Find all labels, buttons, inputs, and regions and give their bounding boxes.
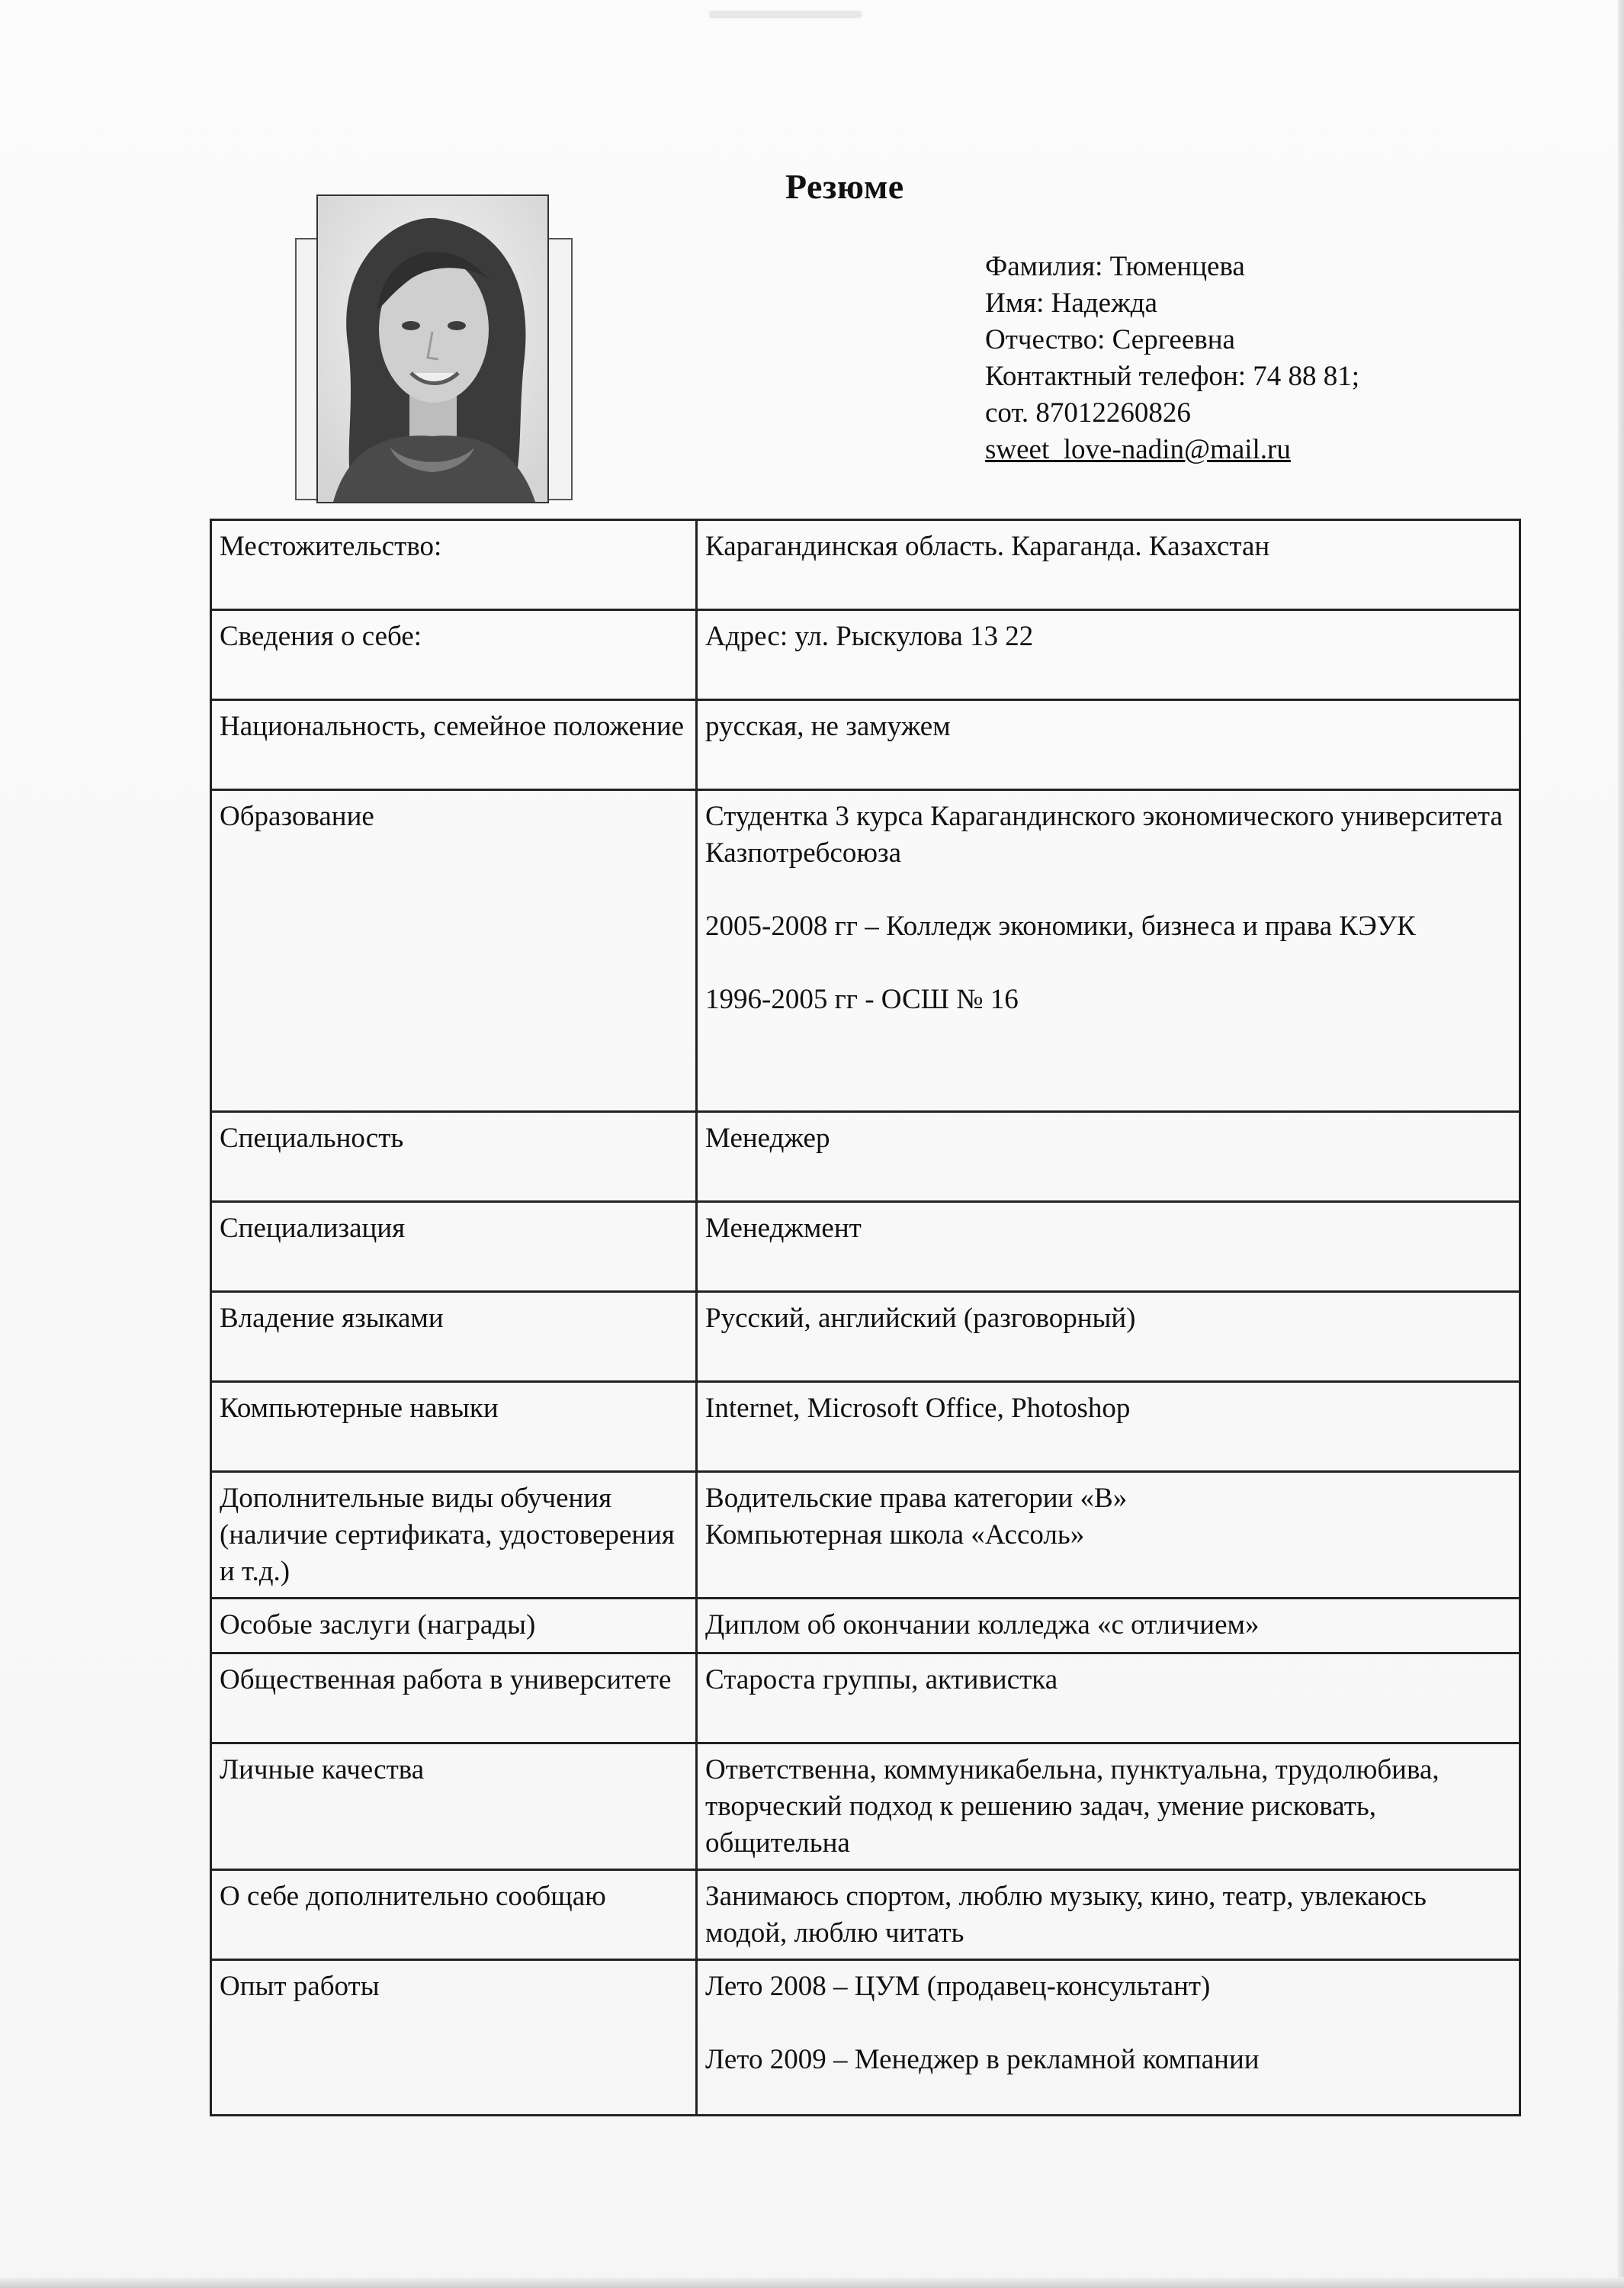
value-line: Диплом об окончании колледжа «с отличием» xyxy=(705,1609,1260,1640)
row-label: Специальность xyxy=(211,1112,697,1202)
table-row xyxy=(211,1382,1520,1472)
row-value xyxy=(697,1292,1520,1382)
resume-table xyxy=(210,519,1521,2116)
page-title: Резюме xyxy=(785,167,904,206)
row-value xyxy=(697,1870,1520,1960)
patronymic: Отчество: Сергеевна xyxy=(985,324,1235,355)
mobile-phone: сот. 87012260826 xyxy=(985,397,1191,429)
table-row xyxy=(211,1870,1520,1960)
table-row xyxy=(211,1472,1520,1599)
row-label: Дополнительные виды обучения (наличие сертификата, удостоверения и т.д.) xyxy=(211,1472,697,1599)
table-row xyxy=(211,700,1520,790)
row-value xyxy=(697,1653,1520,1743)
value-line: Ответственна, коммуникабельна, пунктуальна, трудолюбива, творческий подход к решению задач, умение рисковать, общительна xyxy=(705,1754,1439,1859)
value-line: Студентка 3 курса Карагандинского экономического университета Казпотребсоюза xyxy=(705,801,1503,869)
table-row xyxy=(211,1653,1520,1743)
row-value xyxy=(697,1112,1520,1202)
row-label: Образование xyxy=(211,790,697,1112)
row-label: Владение языками xyxy=(211,1292,697,1382)
row-label: Сведения о себе: xyxy=(211,610,697,700)
row-value xyxy=(697,520,1520,610)
row-value xyxy=(697,1599,1520,1653)
value-line: Русский, английский (разговорный) xyxy=(705,1303,1136,1334)
paragraph-gap xyxy=(705,872,1511,908)
paragraph-gap xyxy=(705,2005,1511,2042)
email-link[interactable]: sweet_love-nadin@mail.ru xyxy=(985,434,1291,465)
row-value xyxy=(697,1743,1520,1870)
table-row xyxy=(211,1112,1520,1202)
value-line: Адрес: ул. Рыскулова 13 22 xyxy=(705,621,1034,652)
portrait-image xyxy=(318,196,547,502)
value-line: Менеджмент xyxy=(705,1213,862,1244)
row-label: Опыт работы xyxy=(211,1960,697,2116)
row-label: Общественная работа в университете xyxy=(211,1653,697,1743)
scan-edge xyxy=(0,2277,1624,2288)
row-value xyxy=(697,1382,1520,1472)
table-row xyxy=(211,1202,1520,1292)
row-label: Местожительство: xyxy=(211,520,697,610)
row-label: Компьютерные навыки xyxy=(211,1382,697,1472)
row-label: Личные качества xyxy=(211,1743,697,1870)
first-name: Имя: Надежда xyxy=(985,288,1157,319)
row-label: Специализация xyxy=(211,1202,697,1292)
table-row xyxy=(211,610,1520,700)
phone: Контактный телефон: 74 88 81; xyxy=(985,361,1360,392)
value-line: Internet, Microsoft Office, Photoshop xyxy=(705,1393,1131,1424)
value-line: Лето 2009 – Менеджер в рекламной компании xyxy=(705,2044,1260,2075)
portrait-photo xyxy=(316,194,549,503)
surname: Фамилия: Тюменцева xyxy=(985,251,1245,282)
value-line: 1996-2005 гг - ОСШ № 16 xyxy=(705,984,1019,1015)
scan-artifact xyxy=(709,11,862,18)
value-line: Карагандинская область. Караганда. Казахстан xyxy=(705,531,1270,562)
paragraph-gap xyxy=(705,945,1511,982)
row-value xyxy=(697,700,1520,790)
table-row xyxy=(211,790,1520,1112)
row-value xyxy=(697,1960,1520,2116)
row-value xyxy=(697,1202,1520,1292)
value-line: Компьютерная школа «Ассоль» xyxy=(705,1519,1085,1551)
row-value xyxy=(697,1472,1520,1599)
table-row xyxy=(211,1960,1520,2116)
row-label: Национальность, семейное положение xyxy=(211,700,697,790)
table-row xyxy=(211,1599,1520,1653)
table-row xyxy=(211,1292,1520,1382)
value-line: Лето 2008 – ЦУМ (продавец-консультант) xyxy=(705,1971,1211,2002)
table-row xyxy=(211,520,1520,610)
value-line: Менеджер xyxy=(705,1123,830,1154)
value-line: 2005-2008 гг – Колледж экономики, бизнеса и права КЭУК xyxy=(705,911,1416,942)
row-value xyxy=(697,790,1520,1112)
row-label: Особые заслуги (награды) xyxy=(211,1599,697,1653)
row-value xyxy=(697,610,1520,700)
personal-info xyxy=(985,249,1580,468)
scan-edge xyxy=(1618,0,1624,2288)
value-line: Староста группы, активистка xyxy=(705,1664,1058,1695)
value-line: русская, не замужем xyxy=(705,711,951,742)
value-line: Водительские права категории «В» xyxy=(705,1483,1128,1514)
table-row xyxy=(211,1743,1520,1870)
row-label: О себе дополнительно сообщаю xyxy=(211,1870,697,1960)
value-line: Занимаюсь спортом, люблю музыку, кино, театр, увлекаюсь модой, люблю читать xyxy=(705,1881,1427,1949)
